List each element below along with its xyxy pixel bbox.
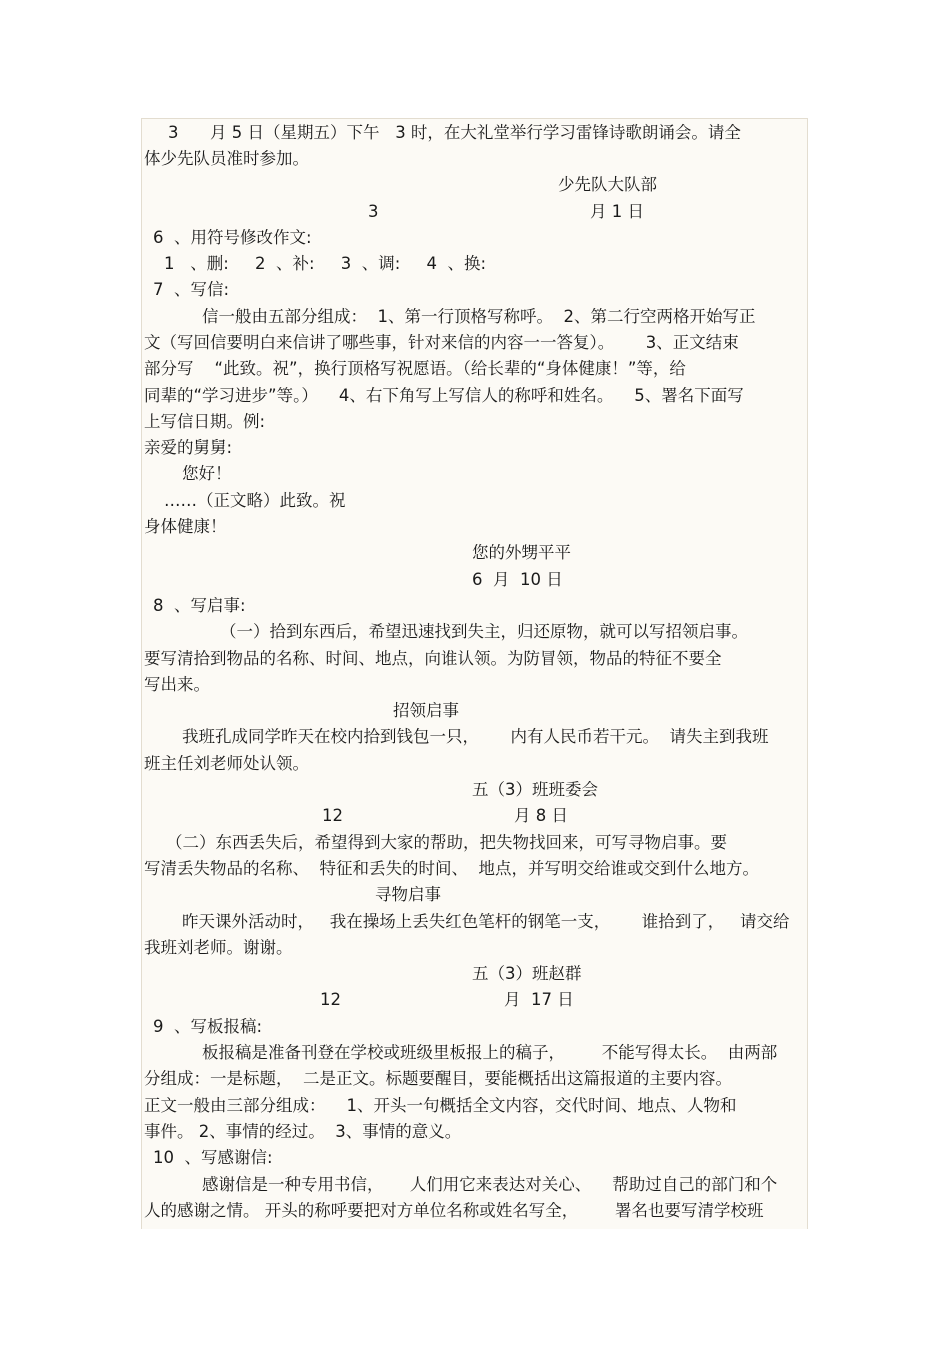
text-line: 亲爱的舅舅:: [144, 438, 233, 457]
date-line: 月 1 日: [590, 202, 644, 221]
section-heading: 8 、写启事:: [153, 596, 246, 615]
text-line: 人的感谢之情。 开头的称呼要把对方单位名称或姓名写全， 署名也要写清学校班: [144, 1201, 764, 1220]
text-line: 上写信日期。例:: [144, 412, 266, 431]
signature-line: 五（3）班班委会: [472, 780, 598, 799]
notice-title: 寻物启事: [375, 885, 441, 904]
date-line: 6 月 10 日: [472, 570, 563, 589]
section-heading: 9 、写板报稿:: [153, 1017, 263, 1036]
date-line: 3: [368, 202, 379, 221]
text-line: 正文一般由三部分组成： 1、开头一句概括全文内容，交代时间、地点、人物和: [144, 1096, 737, 1115]
text-line: 您好！: [182, 464, 232, 483]
text-line: 班主任刘老师处认领。: [144, 754, 309, 773]
text-line: 我班刘老师。谢谢。: [144, 938, 293, 957]
text-line: 身体健康！: [144, 517, 227, 536]
text-line: 板报稿是准备刊登在学校或班级里板报上的稿子， 不能写得太长。 由两部: [202, 1043, 778, 1062]
date-line: 月 8 日: [514, 806, 568, 825]
text-line: ……（正文略）此致。祝: [164, 491, 346, 510]
text-line: 事件。 2、事情的经过。 3、事情的意义。: [144, 1122, 462, 1141]
text-line: 写出来。: [144, 675, 210, 694]
text-line: 要写清拾到物品的名称、时间、地点，向谁认领。为防冒领，物品的特征不要全: [144, 649, 722, 668]
text-line: 写清丢失物品的名称、 特征和丢失的时间、 地点，并写明交给谁或交到什么地方。: [144, 859, 759, 878]
text-line: 文（写回信要明白来信讲了哪些事，针对来信的内容一一答复）。 3、正文结束: [144, 333, 739, 352]
document-page: [141, 118, 808, 1229]
text-line: 部分写 “此致。祝”，换行顶格写祝愿语。（给长辈的“身体健康！”等，给: [144, 359, 686, 378]
text-line: （二）东西丢失后，希望得到大家的帮助，把失物找回来，可写寻物启事。要: [166, 833, 727, 852]
text-line: （一）拾到东西后，希望迅速找到失主，归还原物，就可以写招领启事。: [220, 622, 748, 641]
text-line: 体少先队员准时参加。: [144, 149, 309, 168]
text-line: 1 、删: 2 、补: 3 、调: 4 、换:: [164, 254, 487, 273]
notice-title: 招领启事: [393, 701, 459, 720]
text-line: 感谢信是一种专用书信， 人们用它来表达对关心、 帮助过自己的部门和个: [202, 1175, 778, 1194]
text-line: 我班孔成同学昨天在校内拾到钱包一只， 内有人民币若干元。 请失主到我班: [182, 727, 769, 746]
date-line: 12: [322, 806, 343, 825]
section-heading: 10 、写感谢信:: [153, 1148, 273, 1167]
date-line: 月 17 日: [504, 990, 574, 1009]
section-heading: 6 、用符号修改作文:: [153, 228, 312, 247]
date-line: 12: [320, 990, 341, 1009]
text-line: 3 月 5 日（星期五）下午 3 时，在大礼堂举行学习雷锋诗歌朗诵会。请全: [168, 123, 741, 142]
text-line: 昨天课外活动时， 我在操场上丢失红色笔杆的钢笔一支， 谁拾到了， 请交给: [182, 912, 790, 931]
text-line: 分组成：一是标题， 二是正文。标题要醒目，要能概括出这篇报道的主要内容。: [144, 1069, 732, 1088]
signature-line: 少先队大队部: [558, 175, 657, 194]
section-heading: 7 、写信:: [153, 280, 230, 299]
text-line: 同辈的“学习进步”等。） 4、右下角写上写信人的称呼和姓名。 5、署名下面写: [144, 386, 744, 405]
signature-line: 五（3）班赵群: [472, 964, 582, 983]
signature-line: 您的外甥平平: [472, 543, 571, 562]
text-line: 信一般由五部分组成： 1、第一行顶格写称呼。 2、第二行空两格开始写正: [202, 307, 756, 326]
